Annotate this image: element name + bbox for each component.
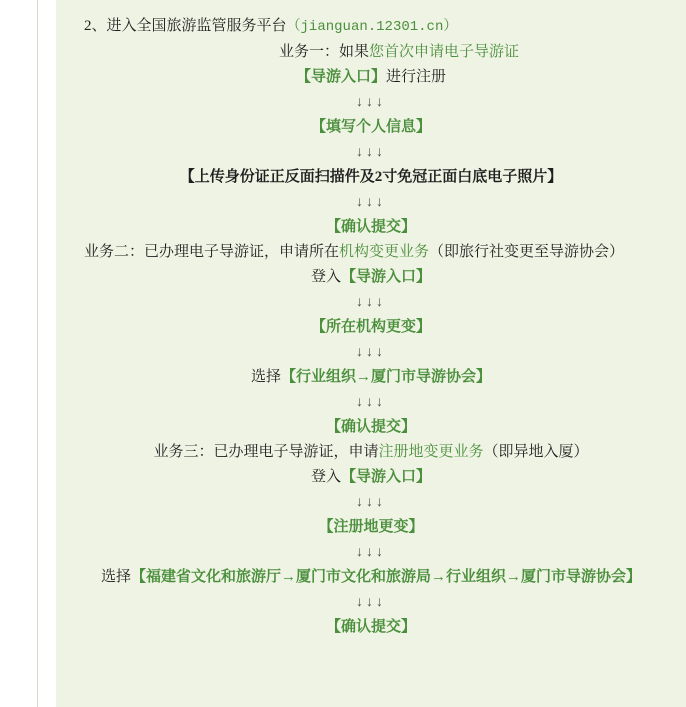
business-1-step-3-bracket: 【上传身份证正反面扫描件及2寸免冠正面白底电子照片】 bbox=[179, 169, 563, 185]
business-1-step-4 bbox=[72, 215, 670, 240]
business-3-text-before: 已办理电子导游证，申请 bbox=[213, 444, 379, 460]
business-1-label: 业务一： bbox=[278, 44, 339, 60]
business-1-heading bbox=[72, 40, 670, 65]
section-number: 2、 bbox=[84, 18, 107, 34]
section-url: （jianguan.12301.cn） bbox=[286, 19, 458, 35]
business-2-step-2 bbox=[72, 315, 670, 340]
arrow-marker-2: ↓↓↓ bbox=[356, 145, 386, 160]
business-1-step-1-suffix: 进行注册 bbox=[386, 69, 447, 85]
arrow-marker-8: ↓↓↓ bbox=[356, 545, 386, 560]
business-2-text-before: 已办理电子导游证，申请所在 bbox=[144, 244, 340, 260]
business-3-step-3-bracket: 【福建省文化和旅游厅→厦门市文化和旅游局→行业组织→厦门市导游协会】 bbox=[131, 569, 642, 585]
arrow-marker-7: ↓↓↓ bbox=[356, 495, 386, 510]
business-2-step-2-bracket: 【所在机构更变】 bbox=[310, 319, 431, 335]
business-1-step-2-bracket: 【填写个人信息】 bbox=[310, 119, 431, 135]
business-2-step-1-bracket: 【导游入口】 bbox=[341, 269, 432, 285]
business-3-label: 业务三： bbox=[153, 444, 214, 460]
business-1-step-1-bracket: 【导游入口】 bbox=[295, 69, 386, 85]
business-3-heading bbox=[72, 440, 670, 465]
business-1-step-4-bracket: 【确认提交】 bbox=[325, 219, 416, 235]
business-2-step-3-bracket: 【行业组织→厦门市导游协会】 bbox=[281, 369, 492, 385]
business-2-step-4-bracket: 【确认提交】 bbox=[325, 419, 416, 435]
business-2-highlight: 机构变更业务 bbox=[339, 244, 430, 260]
arrow-marker-3: ↓↓↓ bbox=[356, 195, 386, 210]
arrow-marker-4: ↓↓↓ bbox=[356, 295, 386, 310]
business-3-step-3-prefix: 选择 bbox=[100, 569, 131, 585]
business-2-step-4 bbox=[72, 415, 670, 440]
business-1-highlight: 您首次申请电子导游证 bbox=[369, 44, 520, 60]
arrow-marker-1: ↓↓↓ bbox=[356, 95, 386, 110]
business-1-step-1 bbox=[72, 65, 670, 90]
business-3-step-4-bracket: 【确认提交】 bbox=[325, 619, 416, 635]
business-2-step-3 bbox=[72, 365, 670, 390]
business-2-step-1-prefix: 登入 bbox=[310, 269, 341, 285]
business-3-step-1 bbox=[72, 465, 670, 490]
section-heading bbox=[72, 14, 670, 40]
business-2-label: 业务二： bbox=[84, 244, 145, 260]
business-3-step-2 bbox=[72, 515, 670, 540]
document-content bbox=[56, 0, 686, 707]
business-2-heading bbox=[72, 240, 670, 265]
business-3-text-after: （即异地入厦） bbox=[483, 444, 589, 460]
left-margin bbox=[0, 0, 37, 707]
business-1-step-2 bbox=[72, 115, 670, 140]
arrow-marker-5: ↓↓↓ bbox=[356, 345, 386, 360]
section-title: 进入全国旅游监管服务平台 bbox=[106, 18, 287, 34]
business-1-text-before: 如果 bbox=[338, 44, 369, 60]
business-3-step-4 bbox=[72, 615, 670, 640]
margin-gap bbox=[38, 0, 56, 707]
business-3-step-2-bracket: 【注册地更变】 bbox=[318, 519, 424, 535]
arrow-marker-6: ↓↓↓ bbox=[356, 395, 386, 410]
business-3-step-3 bbox=[72, 565, 670, 590]
business-2-step-3-prefix: 选择 bbox=[250, 369, 281, 385]
arrow-marker-9: ↓↓↓ bbox=[356, 595, 386, 610]
business-3-step-1-prefix: 登入 bbox=[310, 469, 341, 485]
business-2-text-after: （即旅行社变更至导游协会） bbox=[429, 244, 625, 260]
business-2-step-1 bbox=[72, 265, 670, 290]
business-3-highlight: 注册地变更业务 bbox=[378, 444, 484, 460]
business-1-step-3 bbox=[72, 165, 670, 190]
business-3-step-1-bracket: 【导游入口】 bbox=[341, 469, 432, 485]
